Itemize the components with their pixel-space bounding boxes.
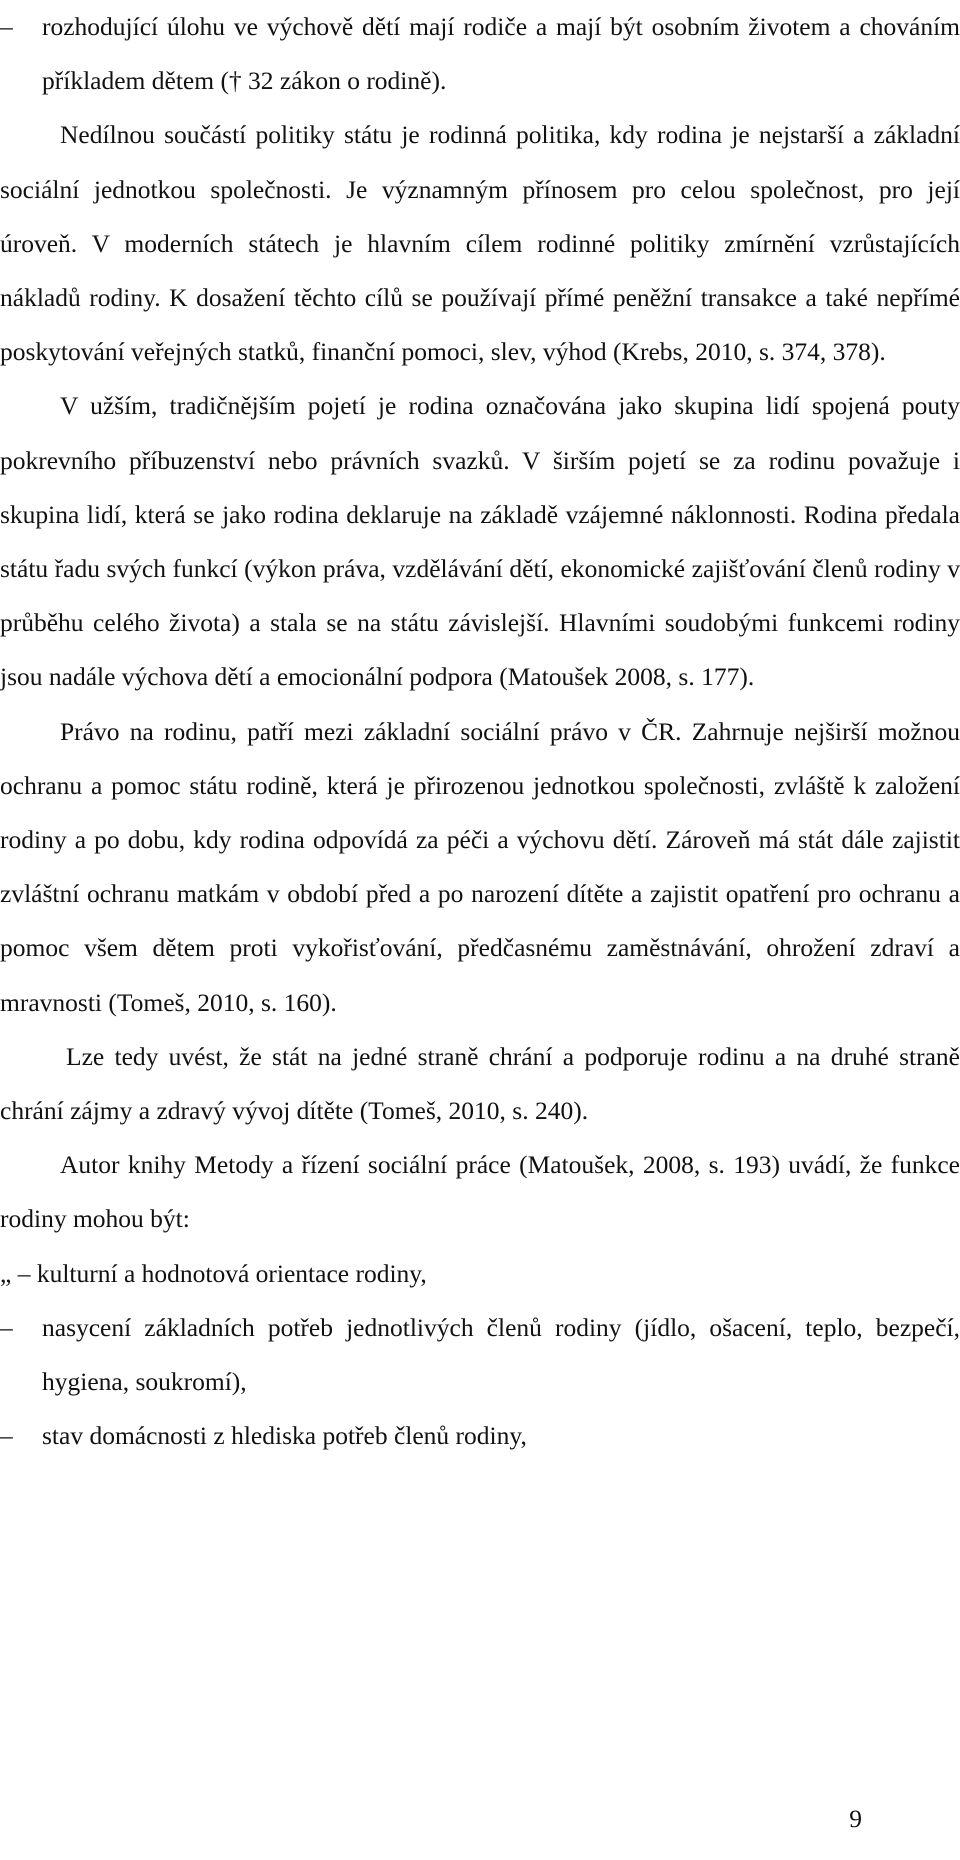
paragraph: Autor knihy Metody a řízení sociální práce (Matoušek, 2008, s. 193) uvádí, že funkce rodiny mohou být: (0, 1150, 960, 1234)
list-item: „ – kulturní a hodnotová orientace rodiny, (0, 1258, 427, 1288)
list-item-text: stav domácnosti z hlediska potřeb členů rodiny, (42, 1421, 527, 1451)
paragraph: Právo na rodinu, patří mezi základní sociální právo v ČR. Zahrnuje nejširší možnou ochranu a pomoc státu rodině, která je přirozenou jednotkou společnosti, zvláště k založení rodiny a po dobu, kdy rodina odpovídá za péči a výchovu dětí. Zároveň má stát dále zajistit zvláštní ochranu matkám v období před a po narození dítěte a zajistit opatření pro ochranu a pomoc všem dětem proti vykořisťování, předčasnému zaměstnávání, ohrožení zdraví a mravnosti (Tomeš, 2010, s. 160). (0, 716, 960, 1017)
list-item (0, 0, 960, 108)
list-item-text: nasycení základních potřeb jednotlivých členů rodiny (jídlo, ošacení, teplo, bezpečí, hygiena, soukromí), (42, 1312, 960, 1397)
paragraph: V užším, tradičnějším pojetí je rodina označována jako skupina lidí spojená pouty pokrevního příbuzenství nebo právních svazků. V širším pojetí se za rodinu považuje i skupina lidí, která se jako rodina deklaruje na základě vzájemné náklonnosti. Rodina předala státu řadu svých funkcí (výkon práva, vzdělávání dětí, ekonomické zajišťování členů rodiny v průběhu celého života) a stala se na státu závislejší. Hlavními soudobými funkcemi rodiny jsou nadále výchova dětí a emocionální podpora (Matoušek 2008, s. 177). (0, 391, 960, 692)
page-number: 9 (849, 1804, 862, 1833)
paragraph: Lze tedy uvést, že stát na jedné straně chrání a podporuje rodinu a na druhé straně chrání zájmy a zdravý vývoj dítěte (Tomeš, 2010, s. 240). (0, 1041, 960, 1126)
list-dash: – (0, 1421, 13, 1451)
list-item (0, 1301, 960, 1409)
list-dash: – (0, 12, 13, 41)
list-item (0, 1409, 960, 1463)
paragraph: Nedílnou součástí politiky státu je rodinná politika, kdy rodina je nejstarší a základní sociální jednotkou společnosti. Je významným přínosem pro celou společnost, pro její úroveň. V moderních státech je hlavním cílem rodinné politiky zmírnění vzrůstajících nákladů rodiny. K dosažení těchto cílů se používají přímé peněžní transakce a také nepřímé poskytování veřejných statků, finanční pomoci, slev, výhod (Krebs, 2010, s. 374, 378). (0, 120, 960, 367)
list-item-text: rozhodující úlohu ve výchově dětí mají rodiče a mají být osobním životem a chováním příkladem dětem († 32 zákon o rodině). (42, 12, 960, 96)
list-dash: – (0, 1312, 13, 1342)
